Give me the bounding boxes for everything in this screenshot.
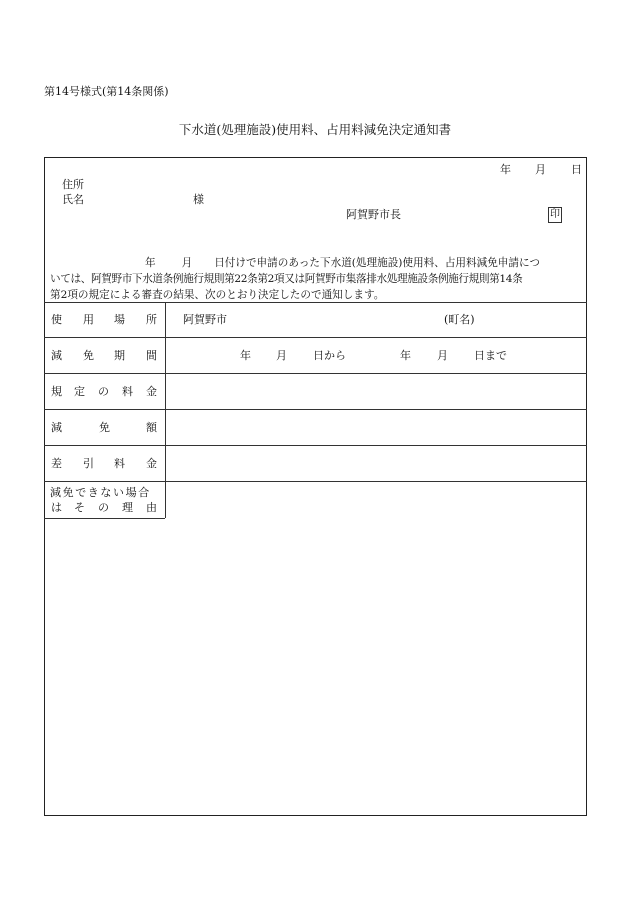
label-char: 免 [83, 349, 94, 362]
label-char: 場 [114, 313, 125, 326]
intro-line-2: いては、阿賀野市下水道条例施行規則第22条第2項又は阿賀野市集落排水処理施設条例施行規則第14条 [50, 273, 523, 285]
honorific: 様 [193, 193, 204, 206]
period-from-month: 月 [276, 349, 287, 362]
label-char: そ [74, 501, 85, 514]
label-char: 規 [51, 385, 62, 398]
label-char: 引 [83, 457, 94, 470]
period-from-year: 年 [240, 349, 251, 362]
header-day: 日 [571, 163, 582, 176]
label-char: 定 [74, 385, 85, 398]
issuer-name: 阿賀野市長 [346, 208, 401, 221]
label-char: 由 [146, 501, 157, 514]
label-char: 金 [146, 457, 157, 470]
row-divider [44, 445, 587, 446]
label-column-divider [165, 302, 166, 518]
reason-label-line-1: 減免できない場合 [50, 486, 151, 499]
header-month: 月 [535, 163, 546, 176]
label-char: 理 [122, 501, 133, 514]
label-char: 差 [51, 457, 62, 470]
label-char: の [98, 385, 109, 398]
seal-mark: 印 [548, 207, 562, 223]
row-divider [44, 373, 587, 374]
label-char: 間 [146, 349, 157, 362]
period-to-day: 日まで [474, 349, 507, 362]
label-char: 免 [99, 421, 110, 434]
label-char: は [51, 501, 62, 514]
intro-line-1-text: 日付けで申請のあった下水道(処理施設)使用料、占用料減免申請につ [214, 257, 540, 269]
label-char: の [98, 501, 109, 514]
form-number: 第14号様式(第14条関係) [44, 85, 169, 98]
intro-year: 年 [145, 257, 156, 269]
intro-line-3: 第2項の規定による審査の結果、次のとおり決定したので通知します。 [50, 289, 385, 301]
label-char: 所 [146, 313, 157, 326]
period-from-day: 日から [313, 349, 346, 362]
label-char: 減 [51, 349, 62, 362]
location-town-hint: (町名) [444, 313, 475, 326]
document-title: 下水道(処理施設)使用料、占用料減免決定通知書 [178, 122, 452, 137]
label-char: 減 [51, 421, 62, 434]
label-char: 額 [146, 421, 157, 434]
period-to-year: 年 [400, 349, 411, 362]
period-to-month: 月 [437, 349, 448, 362]
intro-line-1 [50, 255, 582, 271]
header-year: 年 [500, 163, 511, 176]
intro-month: 月 [181, 257, 193, 269]
row-divider [44, 481, 587, 482]
location-city: 阿賀野市 [183, 313, 227, 326]
intro-paragraph [50, 255, 582, 303]
label-char: 期 [114, 349, 125, 362]
row-divider [44, 409, 587, 410]
address-label: 住所 [62, 178, 84, 191]
table-top-border [44, 302, 587, 303]
label-cell-bottom [44, 518, 165, 519]
row-divider [44, 337, 587, 338]
label-char: 用 [83, 313, 94, 326]
label-char: 料 [122, 385, 133, 398]
label-char: 金 [146, 385, 157, 398]
label-char: 使 [51, 313, 62, 326]
label-char: 料 [114, 457, 125, 470]
name-label: 氏名 [62, 193, 84, 206]
